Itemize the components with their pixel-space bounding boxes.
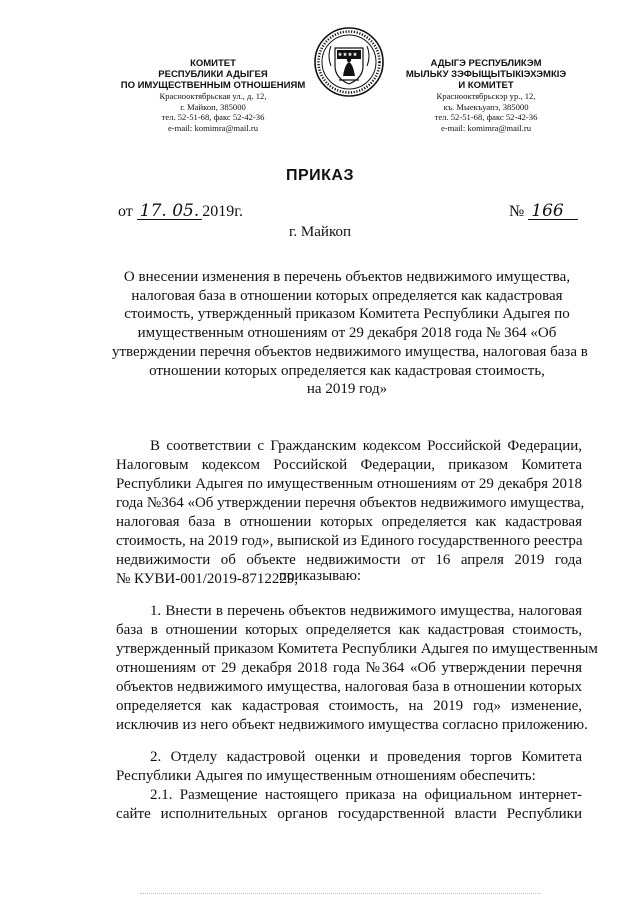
committee-name-line: МЫЛЬКУ ЗЭФЫЩЫТЫКIЭХЭМКIЭ: [405, 69, 567, 80]
header-right-block: [398, 58, 574, 133]
committee-name-line: АДЫГЭ РЕСПУБЛИКЭМ: [430, 58, 542, 69]
date-suffix: 2019г.: [202, 203, 244, 220]
subject-line: имущественным отношениям от 29 декабря 2018 года № 364 «Об: [137, 325, 557, 342]
subject-line: на 2019 год»: [306, 381, 388, 398]
document-city: г. Майкоп: [288, 224, 352, 240]
committee-name-adyghe: [398, 58, 574, 91]
committee-name-line: ПО ИМУЩЕСТВЕННЫМ ОТНОШЕНИЯМ: [120, 80, 306, 91]
address-line: г. Майкоп, 385000: [180, 101, 246, 112]
committee-name-line: РЕСПУБЛИКИ АДЫГЕЯ: [158, 69, 268, 80]
address-line: e-mail: komimra@mail.ru: [167, 122, 258, 133]
number-sign: №: [509, 203, 525, 220]
paragraph-line: Республики Адыгея по имущественным отношениям обеспечить:: [116, 768, 536, 784]
paragraph-line: определяется как кадастровая стоимость, на 2019 год» изменение,: [116, 698, 582, 714]
address-line: Краснооктябрьская ул., д. 12,: [159, 91, 267, 101]
paragraph-line: объектов недвижимого имущества, налоговая база в отношении которых: [116, 679, 582, 695]
paragraph-line: Республики Адыгея по имущественным отношениям от 29 декабря 2018: [116, 476, 582, 492]
subject-line: стоимость, утвержденный приказом Комитета Республики Адыгея по: [124, 306, 570, 323]
preamble-paragraph: [116, 437, 585, 589]
address-line: къ. Мыекъуапэ, 385000: [443, 101, 529, 112]
committee-name-line: И КОМИТЕТ: [458, 80, 514, 91]
paragraph-line: отношениям от 29 декабря 2018 года №364 «Об утверждении перечня: [116, 660, 582, 676]
page-bottom-edge: [140, 893, 540, 894]
subject-line: налоговая база в отношении которых определяется как кадастровая: [131, 287, 563, 304]
paragraph-line: года №364 «Об утверждении перечня объектов недвижимого имущества,: [116, 495, 585, 511]
address-line: Краснооктябрьскэр ур., 12,: [436, 91, 536, 101]
committee-address-russian: [108, 91, 318, 133]
item-1-paragraph: [116, 602, 598, 735]
paragraph-line: сайте исполнительных органов государственной власти Республики: [116, 806, 582, 822]
subject-line: утверждении перечня объектов недвижимого имущества, налоговая база в: [112, 343, 588, 360]
republic-coat-of-arms-icon: [313, 26, 385, 98]
committee-name-russian: [108, 58, 318, 91]
paragraph-line: 2.1. Размещение настоящего приказа на официальном интернет-: [150, 787, 582, 803]
address-line: e-mail: komimra@mail.ru: [440, 122, 531, 133]
document-subject: [112, 268, 588, 399]
paragraph-line: № КУВИ-001/2019-8712229,: [116, 571, 299, 587]
address-line: тел. 52-51-68, факс 52-42-36: [161, 112, 265, 123]
document-number: [509, 203, 578, 221]
handwritten-number: 166: [528, 203, 578, 220]
paragraph-line: налоговая база в отношении которых определяется как кадастровая: [116, 514, 582, 530]
paragraph-line: база в отношении которых определяется как кадастровая стоимость,: [116, 622, 582, 638]
item-2-1-paragraph: [116, 786, 582, 824]
paragraph-line: исключив из него объект недвижимого имущества согласно приложению.: [116, 717, 588, 733]
handwritten-date: 17. 05.: [137, 203, 202, 220]
item-2-paragraph: [116, 748, 582, 786]
paragraph-line: Налоговым кодексом Российской Федерации, приказом Комитета: [116, 457, 582, 473]
paragraph-line: утвержденный приказом Комитета Республики Адыгея по имущественным: [116, 641, 598, 657]
paragraph-line: 2. Отделу кадастровой оценки и проведения торгов Комитета: [150, 749, 582, 765]
document-date: [118, 203, 243, 221]
decree-word: приказываю:: [278, 568, 362, 584]
subject-line: О внесении изменения в перечень объектов недвижимого имущества,: [123, 269, 571, 285]
document-title: ПРИКАЗ: [285, 167, 354, 184]
header-left-block: [108, 58, 318, 133]
paragraph-line: стоимость, на 2019 год», выпиской из Единого государственного реестра: [116, 533, 583, 549]
address-line: тел. 52-51-68, факс 52-42-36: [434, 112, 538, 123]
paragraph-line: В соответствии с Гражданским кодексом Российской Федерации,: [150, 438, 582, 454]
date-prefix: от: [118, 203, 133, 220]
paragraph-line: 1. Внести в перечень объектов недвижимого имущества, налоговая: [150, 603, 582, 619]
committee-address-adyghe: [398, 91, 574, 133]
paragraph-line: недвижимости об объекте недвижимости от 16 апреля 2019 года: [116, 552, 582, 568]
subject-line: отношении которых определяется как кадастровая стоимость,: [149, 362, 545, 379]
committee-name-line: КОМИТЕТ: [190, 58, 236, 69]
